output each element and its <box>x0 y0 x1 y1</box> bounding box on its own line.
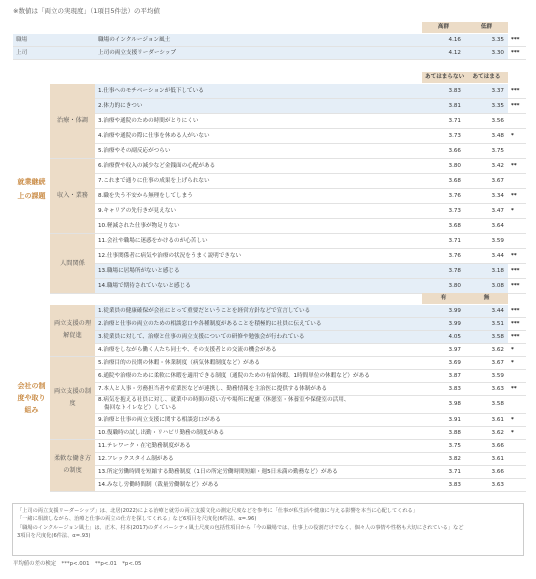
value-b: 3.44 <box>465 249 508 264</box>
value-b: 3.37 <box>465 84 508 99</box>
value-b: 3.61 <box>465 413 508 426</box>
significance-mark: * <box>508 426 526 439</box>
group-label: 人間関係 <box>50 234 95 294</box>
footer-line: 「上司の両立支援リーダーシップ」は、北居(2022)による治療と就労の両立支援文化の測定尺度などを参考に「仕事が私生活や健康に与える影響を本当に心配してくれる」 <box>17 508 418 514</box>
row-item: 5.治療やその副反応がつらい <box>95 144 422 159</box>
value-a: 3.71 <box>422 465 465 478</box>
value-a: 3.76 <box>422 249 465 264</box>
significance-mark: *** <box>508 84 526 99</box>
row-item: 9.キャリアの先行きが見えない <box>95 204 422 219</box>
value-a: 4.05 <box>422 331 465 344</box>
col-header-not-apply: あてはまらない <box>422 72 465 84</box>
row-item: 12.仕事関係者に病気や治療の状況をうまく説明できない <box>95 249 422 264</box>
value-b: 3.59 <box>465 234 508 249</box>
significance-mark <box>508 370 526 383</box>
significance-mark: *** <box>508 47 526 60</box>
significance-mark: * <box>508 204 526 219</box>
table-company-systems <box>13 293 526 492</box>
value-b: 3.58 <box>465 396 508 414</box>
value-b: 3.44 <box>465 305 508 318</box>
value-b: 3.67 <box>465 357 508 370</box>
col-header-yes: 有 <box>422 293 465 305</box>
footer-line: 「一緒に相談しながら、治療と仕事の両立の仕方を探してくれる」など6項目を尺度化(6件法、α=.96) <box>17 516 257 523</box>
row-category: 職場 <box>13 34 95 47</box>
value-a: 3.99 <box>422 305 465 318</box>
value-a: 3.83 <box>422 84 465 99</box>
value-b: 3.63 <box>465 478 508 491</box>
top-note: ※数値は「両立の実現度」（1項目5件法）の平均値 <box>13 7 160 15</box>
value-a: 3.68 <box>422 219 465 234</box>
table-row <box>13 439 526 452</box>
row-item: 13.所定労働時間を短縮する勤務制度（1日の所定労働時間短縮・週5日未満の勤務など）がある <box>95 465 422 478</box>
row-item: 5.治療目的の長期の休暇・休業制度（病気休暇制度など）がある <box>95 357 422 370</box>
value-a: 3.97 <box>422 344 465 357</box>
significance-mark <box>508 219 526 234</box>
footer-notes <box>12 503 524 556</box>
row-item: 4.治療や通院の際に仕事を休める人がいない <box>95 129 422 144</box>
row-item: 14.職場で期待されていないと感じる <box>95 279 422 294</box>
significance-mark: ** <box>508 383 526 396</box>
table-row <box>13 234 526 249</box>
row-item: 上司の両立支援リーダーシップ <box>95 47 422 60</box>
value-a: 3.83 <box>422 478 465 491</box>
significance-mark <box>508 478 526 491</box>
value-a: 3.83 <box>422 383 465 396</box>
value-a: 3.80 <box>422 159 465 174</box>
value-low: 3.35 <box>465 34 508 47</box>
value-a: 3.69 <box>422 357 465 370</box>
value-a: 3.80 <box>422 279 465 294</box>
row-item: 10.軽減された仕事が物足りない <box>95 219 422 234</box>
value-a: 3.73 <box>422 204 465 219</box>
value-b: 3.08 <box>465 279 508 294</box>
row-item: 職場のインクルージョン風土 <box>95 34 422 47</box>
table-workplace-boss <box>13 22 526 60</box>
row-item: 8.職を失う不安から無理をしてしまう <box>95 189 422 204</box>
significance-mark: * <box>508 344 526 357</box>
significance-mark <box>508 439 526 452</box>
significance-mark: ** <box>508 159 526 174</box>
significance-mark <box>508 114 526 129</box>
significance-mark <box>508 452 526 465</box>
value-b: 3.18 <box>465 264 508 279</box>
row-item: 3.従業員に対して、治療と仕事の両立支援についての研修や勉強会が行われている <box>95 331 422 344</box>
value-high: 4.12 <box>422 47 465 60</box>
table-row <box>13 34 526 47</box>
value-b: 3.66 <box>465 439 508 452</box>
category-label: 会社の制度や取り組み <box>17 381 46 414</box>
significance-mark <box>508 174 526 189</box>
value-b: 3.35 <box>465 99 508 114</box>
value-a: 3.68 <box>422 174 465 189</box>
value-a: 3.66 <box>422 144 465 159</box>
row-item <box>95 396 422 414</box>
significance-mark: * <box>508 357 526 370</box>
row-item: 12.フレックスタイム制がある <box>95 452 422 465</box>
significance-mark: ** <box>508 249 526 264</box>
group-label: 両立支援の制度 <box>50 357 95 440</box>
value-a: 3.87 <box>422 370 465 383</box>
value-b: 3.62 <box>465 426 508 439</box>
value-low: 3.30 <box>465 47 508 60</box>
significance-mark: * <box>508 129 526 144</box>
group-label: 両立支援の理解促進 <box>50 305 95 357</box>
table-employment-issues <box>13 72 526 294</box>
row-item: 6.治療費や収入の減少など金銭面の心配がある <box>95 159 422 174</box>
row-item-line: 傷回なトイレなど）している <box>104 405 177 412</box>
value-a: 3.98 <box>422 396 465 414</box>
significance-mark: *** <box>508 264 526 279</box>
row-category: 上司 <box>13 47 95 60</box>
value-a: 3.82 <box>422 452 465 465</box>
row-item: 7.本人と人事・労務担当者や産業医などが連携し、勤務情報を主治医に提供する体制がある <box>95 383 422 396</box>
row-item: 4.治療をしながら働く人たち同士や、その支援者との交流の機会がある <box>95 344 422 357</box>
category-label: 就業継続上の課題 <box>17 177 46 200</box>
row-item: 11.テレワーク・在宅勤務制度がある <box>95 439 422 452</box>
value-a: 3.76 <box>422 189 465 204</box>
value-b: 3.62 <box>465 344 508 357</box>
significance-mark <box>508 144 526 159</box>
value-a: 3.81 <box>422 99 465 114</box>
value-b: 3.51 <box>465 318 508 331</box>
col-header-no: 無 <box>465 293 508 305</box>
table-header <box>13 22 526 34</box>
group-label: 治療・体調 <box>50 84 95 159</box>
value-b: 3.47 <box>465 204 508 219</box>
table-row <box>13 357 526 370</box>
value-b: 3.34 <box>465 189 508 204</box>
value-b: 3.42 <box>465 159 508 174</box>
value-b: 3.66 <box>465 465 508 478</box>
table-row <box>13 84 526 99</box>
value-a: 3.75 <box>422 439 465 452</box>
row-item: 11.会社や職場に迷惑をかけるのが心苦しい <box>95 234 422 249</box>
col-header-apply: あてはまる <box>465 72 508 84</box>
value-a: 3.78 <box>422 264 465 279</box>
significance-mark: * <box>508 413 526 426</box>
value-b: 3.58 <box>465 331 508 344</box>
row-item: 1.従業員の健康確保が会社にとって重要だということを経営方針などで宣言している <box>95 305 422 318</box>
value-a: 3.71 <box>422 114 465 129</box>
row-item: 7.これまで通りに仕事の成果を上げられない <box>95 174 422 189</box>
significance-mark: *** <box>508 34 526 47</box>
significance-mark: *** <box>508 318 526 331</box>
group-label: 収入・業務 <box>50 159 95 234</box>
value-b: 3.56 <box>465 114 508 129</box>
value-a: 3.73 <box>422 129 465 144</box>
footer-line: 「職場のインクルージョン風土」は、正木、村本(2017)のダイバーシティ風土尺度の包括性項目から「今の職場では、仕事上の役割だけでなく、個々人の事情や性格も大切にされている」など <box>17 524 464 531</box>
col-header-low: 低群 <box>465 22 508 34</box>
group-label: 柔軟な働き方の制度 <box>50 439 95 491</box>
significance-legend: 平均値の差の検定 ***p<.001 **p<.01 *p<.05 <box>13 561 142 567</box>
value-b: 3.64 <box>465 219 508 234</box>
significance-mark <box>508 234 526 249</box>
row-item: 3.治療や通院のための時間がとりにくい <box>95 114 422 129</box>
significance-mark: *** <box>508 305 526 318</box>
value-a: 3.99 <box>422 318 465 331</box>
value-a: 3.91 <box>422 413 465 426</box>
row-item-line: 8.病気を抱える社員に対し、就業中の時間の使い方や場所に配慮（休憩室・休養室や保健室の活用、 <box>98 397 350 404</box>
row-item: 6.通院や治療のために柔軟に休暇を適用できる制度（通院のための有給休暇、1時間単位の休暇など）がある <box>95 370 422 383</box>
value-b: 3.48 <box>465 129 508 144</box>
value-b: 3.61 <box>465 452 508 465</box>
value-a: 3.71 <box>422 234 465 249</box>
row-item: 13.職場に居場所がないと感じる <box>95 264 422 279</box>
row-item: 14.みなし労働時間制（裁量労働制など）がある <box>95 478 422 491</box>
col-header-high: 高群 <box>422 22 465 34</box>
significance-mark: *** <box>508 99 526 114</box>
table-row <box>13 305 526 318</box>
row-item: 9.治療と仕事の両立支援に関する相談窓口がある <box>95 413 422 426</box>
significance-mark <box>508 465 526 478</box>
table-row <box>13 159 526 174</box>
significance-mark: *** <box>508 331 526 344</box>
significance-mark: *** <box>508 279 526 294</box>
significance-mark: ** <box>508 189 526 204</box>
row-item: 1.仕事へのモチベーションが低下している <box>95 84 422 99</box>
table-header <box>13 72 526 84</box>
table-header <box>13 293 526 305</box>
row-item: 2.治療と仕事の両立のための相談窓口や各種制度があることを積極的に社員に伝えている <box>95 318 422 331</box>
table-row <box>13 47 526 60</box>
value-b: 3.67 <box>465 174 508 189</box>
significance-mark <box>508 396 526 414</box>
value-b: 3.59 <box>465 370 508 383</box>
footer-line: 3項目を尺度化(6件法、α=.93) <box>17 533 91 540</box>
value-a: 3.88 <box>422 426 465 439</box>
value-b: 3.63 <box>465 383 508 396</box>
row-item: 10.復職時の試し出勤・リハビリ勤務の制度がある <box>95 426 422 439</box>
row-item: 2.体力的にきつい <box>95 99 422 114</box>
value-b: 3.75 <box>465 144 508 159</box>
value-high: 4.16 <box>422 34 465 47</box>
